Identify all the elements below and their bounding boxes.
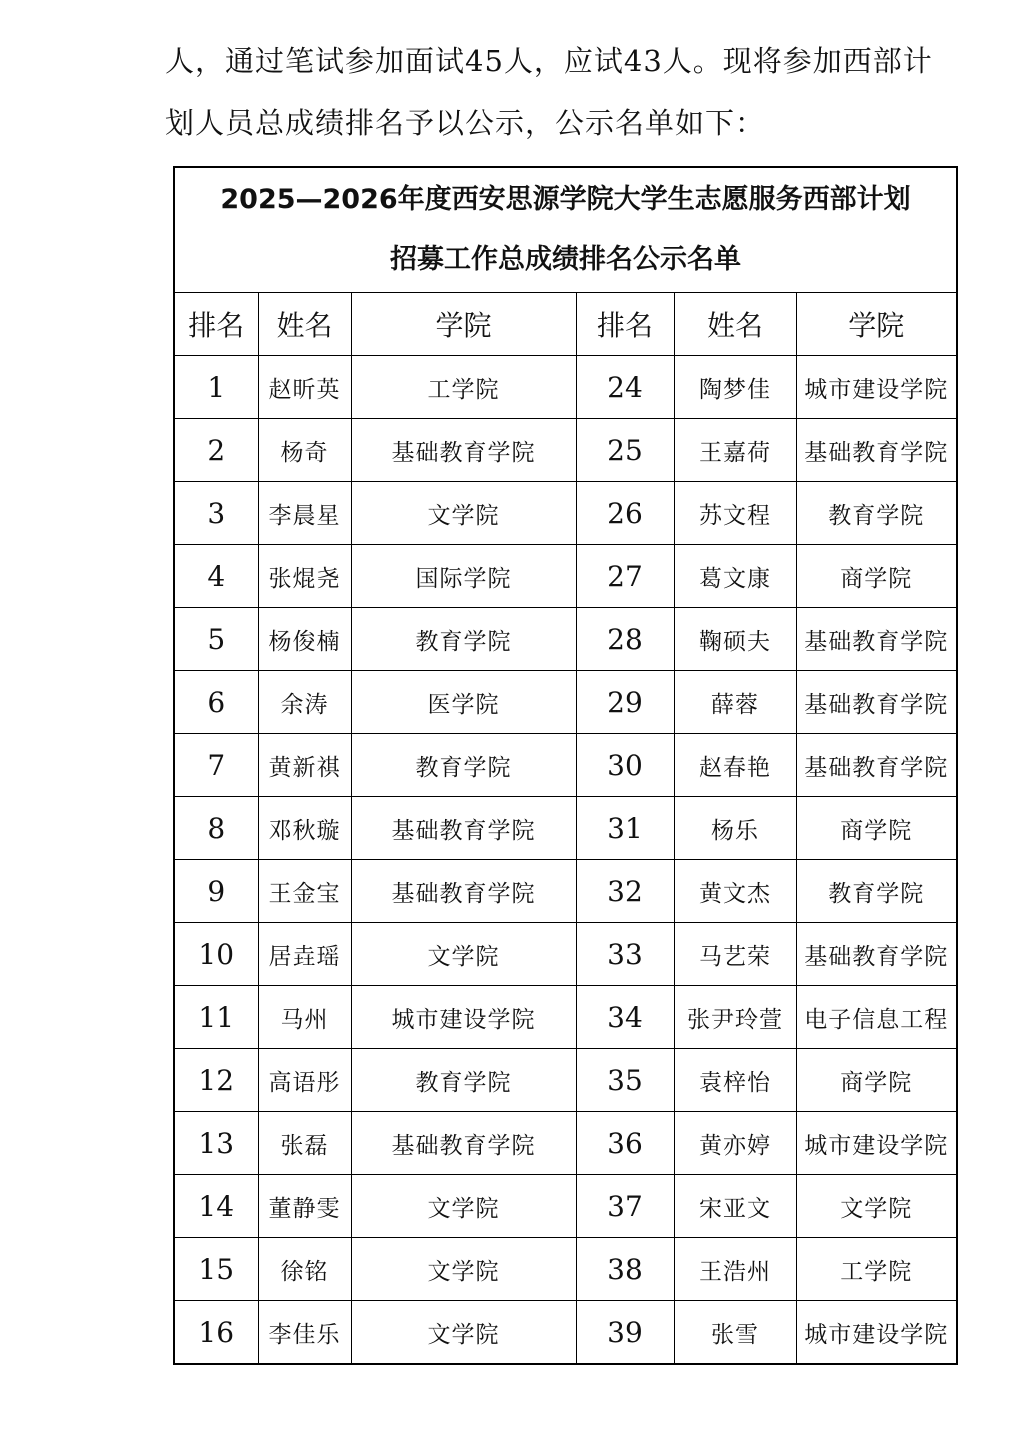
table-body — [174, 356, 957, 1365]
college-cell: 文学院 — [351, 923, 576, 986]
ranking-table-wrap — [173, 166, 956, 1365]
college-cell: 教育学院 — [351, 608, 576, 671]
table-row — [174, 797, 957, 860]
rank-cell: 28 — [576, 608, 674, 671]
table-row — [174, 356, 957, 419]
college-cell: 文学院 — [351, 1238, 576, 1301]
college-cell: 文学院 — [351, 1301, 576, 1365]
name-cell: 张雪 — [674, 1301, 796, 1365]
college-cell: 教育学院 — [351, 1049, 576, 1112]
name-cell: 杨奇 — [258, 419, 351, 482]
rank-cell: 7 — [174, 734, 258, 797]
college-cell: 商学院 — [796, 1049, 957, 1112]
table-row — [174, 545, 957, 608]
rank-cell: 8 — [174, 797, 258, 860]
table-title-line-2: 招募工作总成绩排名公示名单 — [390, 244, 742, 275]
college-cell: 商学院 — [796, 797, 957, 860]
table-row — [174, 1049, 957, 1112]
header-name: 姓名 — [674, 293, 796, 356]
table-row — [174, 986, 957, 1049]
table-row — [174, 671, 957, 734]
header-college: 学院 — [796, 293, 957, 356]
name-cell: 王浩州 — [674, 1238, 796, 1301]
name-cell: 赵昕英 — [258, 356, 351, 419]
college-cell: 基础教育学院 — [351, 797, 576, 860]
intro-line-2: 划人员总成绩排名予以公示，公示名单如下： — [165, 106, 766, 140]
header-rank: 排名 — [174, 293, 258, 356]
header-name: 姓名 — [258, 293, 351, 356]
table-row — [174, 482, 957, 545]
rank-cell: 30 — [576, 734, 674, 797]
name-cell: 邓秋璇 — [258, 797, 351, 860]
table-row — [174, 1301, 957, 1365]
rank-cell: 29 — [576, 671, 674, 734]
name-cell: 马艺荣 — [674, 923, 796, 986]
table-row — [174, 1175, 957, 1238]
college-cell: 城市建设学院 — [796, 1301, 957, 1365]
rank-cell: 1 — [174, 356, 258, 419]
name-cell: 鞠硕夫 — [674, 608, 796, 671]
name-cell: 王金宝 — [258, 860, 351, 923]
rank-cell: 16 — [174, 1301, 258, 1365]
rank-cell: 27 — [576, 545, 674, 608]
rank-cell: 25 — [576, 419, 674, 482]
rank-cell: 34 — [576, 986, 674, 1049]
college-cell: 基础教育学院 — [351, 419, 576, 482]
rank-cell: 35 — [576, 1049, 674, 1112]
college-cell: 基础教育学院 — [796, 923, 957, 986]
rank-cell: 39 — [576, 1301, 674, 1365]
table-row — [174, 419, 957, 482]
rank-cell: 37 — [576, 1175, 674, 1238]
college-cell: 文学院 — [351, 1175, 576, 1238]
rank-cell: 11 — [174, 986, 258, 1049]
intro-text — [165, 30, 965, 154]
header-rank: 排名 — [576, 293, 674, 356]
college-cell: 基础教育学院 — [796, 608, 957, 671]
name-cell: 董静雯 — [258, 1175, 351, 1238]
rank-cell: 9 — [174, 860, 258, 923]
name-cell: 马州 — [258, 986, 351, 1049]
table-title-cell — [174, 167, 957, 293]
name-cell: 杨乐 — [674, 797, 796, 860]
name-cell: 李晨星 — [258, 482, 351, 545]
college-cell: 基础教育学院 — [796, 734, 957, 797]
header-college: 学院 — [351, 293, 576, 356]
name-cell: 居垚瑶 — [258, 923, 351, 986]
name-cell: 袁梓怡 — [674, 1049, 796, 1112]
name-cell: 余涛 — [258, 671, 351, 734]
rank-cell: 31 — [576, 797, 674, 860]
rank-cell: 26 — [576, 482, 674, 545]
name-cell: 陶梦佳 — [674, 356, 796, 419]
college-cell: 城市建设学院 — [796, 1112, 957, 1175]
rank-cell: 13 — [174, 1112, 258, 1175]
name-cell: 李佳乐 — [258, 1301, 351, 1365]
rank-cell: 15 — [174, 1238, 258, 1301]
college-cell: 城市建设学院 — [796, 356, 957, 419]
name-cell: 王嘉荷 — [674, 419, 796, 482]
intro-line-1: 人，通过笔试参加面试45人，应试43人。现将参加西部计 — [165, 44, 933, 78]
name-cell: 赵春艳 — [674, 734, 796, 797]
rank-cell: 24 — [576, 356, 674, 419]
name-cell: 黄文杰 — [674, 860, 796, 923]
college-cell: 电子信息工程 — [796, 986, 957, 1049]
name-cell: 黄亦婷 — [674, 1112, 796, 1175]
college-cell: 教育学院 — [796, 860, 957, 923]
college-cell: 教育学院 — [796, 482, 957, 545]
rank-cell: 3 — [174, 482, 258, 545]
name-cell: 杨俊楠 — [258, 608, 351, 671]
college-cell: 教育学院 — [351, 734, 576, 797]
rank-cell: 2 — [174, 419, 258, 482]
college-cell: 城市建设学院 — [351, 986, 576, 1049]
rank-cell: 38 — [576, 1238, 674, 1301]
rank-cell: 5 — [174, 608, 258, 671]
rank-cell: 4 — [174, 545, 258, 608]
name-cell: 张磊 — [258, 1112, 351, 1175]
college-cell: 基础教育学院 — [351, 1112, 576, 1175]
rank-cell: 12 — [174, 1049, 258, 1112]
rank-cell: 32 — [576, 860, 674, 923]
college-cell: 基础教育学院 — [796, 671, 957, 734]
table-row — [174, 734, 957, 797]
rank-cell: 10 — [174, 923, 258, 986]
header-row — [174, 293, 957, 356]
name-cell: 张尹玲萱 — [674, 986, 796, 1049]
rank-cell: 6 — [174, 671, 258, 734]
table-row — [174, 608, 957, 671]
name-cell: 高语彤 — [258, 1049, 351, 1112]
table-row — [174, 923, 957, 986]
ranking-table — [173, 166, 958, 1365]
college-cell: 工学院 — [351, 356, 576, 419]
college-cell: 文学院 — [351, 482, 576, 545]
name-cell: 苏文程 — [674, 482, 796, 545]
rank-cell: 36 — [576, 1112, 674, 1175]
college-cell: 基础教育学院 — [796, 419, 957, 482]
table-row — [174, 860, 957, 923]
college-cell: 工学院 — [796, 1238, 957, 1301]
name-cell: 葛文康 — [674, 545, 796, 608]
name-cell: 张焜尧 — [258, 545, 351, 608]
college-cell: 国际学院 — [351, 545, 576, 608]
name-cell: 黄新祺 — [258, 734, 351, 797]
college-cell: 文学院 — [796, 1175, 957, 1238]
table-row — [174, 1238, 957, 1301]
college-cell: 基础教育学院 — [351, 860, 576, 923]
name-cell: 薛蓉 — [674, 671, 796, 734]
college-cell: 医学院 — [351, 671, 576, 734]
name-cell: 徐铭 — [258, 1238, 351, 1301]
college-cell: 商学院 — [796, 545, 957, 608]
table-row — [174, 1112, 957, 1175]
name-cell: 宋亚文 — [674, 1175, 796, 1238]
rank-cell: 14 — [174, 1175, 258, 1238]
rank-cell: 33 — [576, 923, 674, 986]
table-title-line-1: 2025—2026年度西安思源学院大学生志愿服务西部计划 — [220, 184, 911, 215]
